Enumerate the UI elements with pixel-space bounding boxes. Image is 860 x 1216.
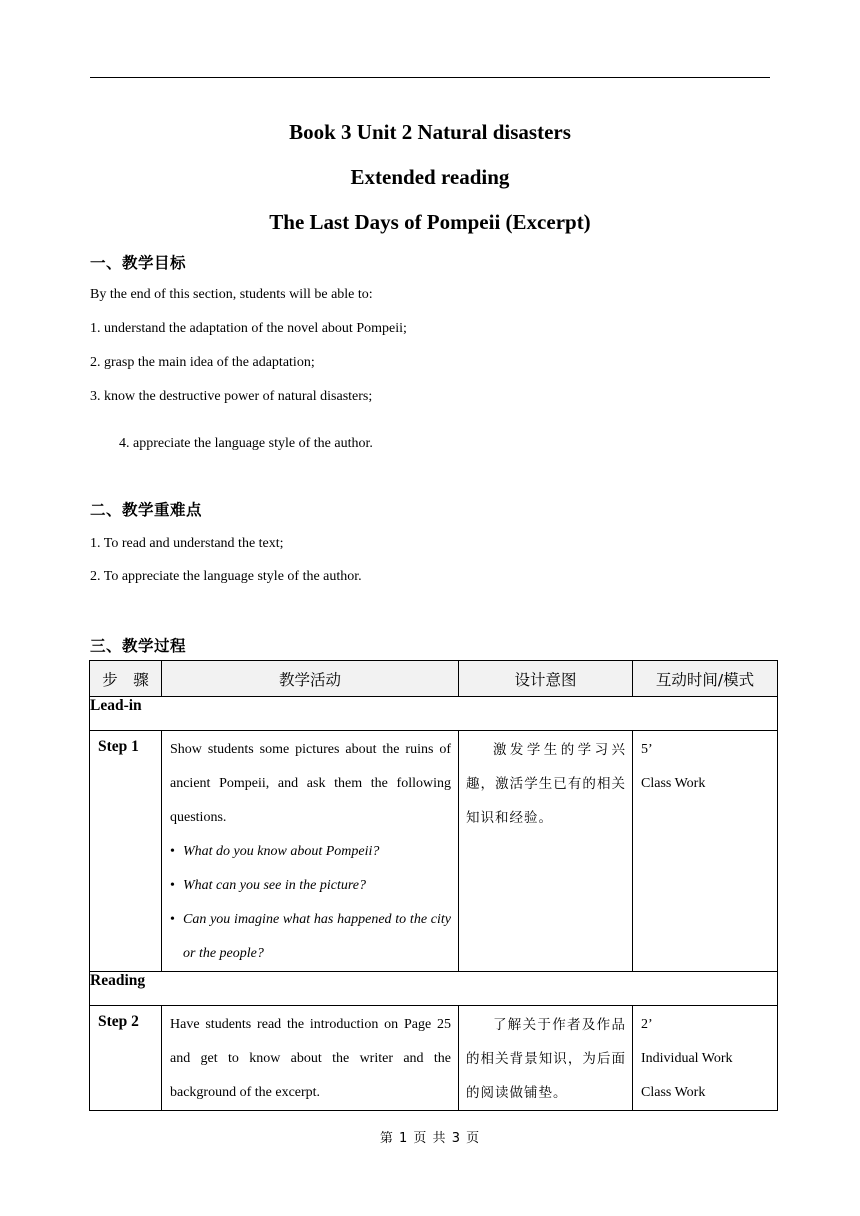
- mode-value: Individual Work: [641, 1051, 733, 1066]
- col-header-intent: 设计意图: [459, 661, 633, 697]
- section-row: [90, 697, 778, 731]
- activity-cell: [162, 1006, 459, 1111]
- doc-subtitle: Extended reading: [350, 165, 510, 189]
- intent-cell: 激发学生的学习兴趣，激活学生已有的相关知识和经验。: [459, 731, 633, 972]
- time-value: 2’: [641, 1017, 653, 1032]
- col-header-time-mode: 互动时间/模式: [633, 661, 778, 697]
- col-header-activity: 教学活动: [162, 661, 459, 697]
- time-mode-cell: [633, 731, 778, 972]
- question-item: • What do you know about Pompeii?: [170, 835, 451, 869]
- objectives-intro: By the end of this section, students will be able to:: [90, 287, 373, 302]
- doc-text-title: The Last Days of Pompeii (Excerpt): [269, 210, 591, 234]
- doc-title: Book 3 Unit 2 Natural disasters: [289, 120, 571, 144]
- col-header-step: 步 骤: [90, 661, 162, 697]
- header-rule: [90, 77, 770, 78]
- question-item: • Can you imagine what has happened to the city or the people?: [170, 903, 451, 971]
- table-row: [90, 731, 778, 972]
- objective-item: 4. appreciate the language style of the author.: [119, 436, 373, 451]
- objective-item: 2. grasp the main idea of the adaptation;: [90, 355, 315, 370]
- key-point-item: 2. To appreciate the language style of the author.: [90, 569, 362, 584]
- objectives-heading: 一、教学目标: [90, 254, 187, 272]
- time-mode-cell: [633, 1006, 778, 1111]
- section-label: Lead-in: [90, 697, 778, 731]
- key-point-item: 1. To read and understand the text;: [90, 536, 284, 551]
- process-heading: 三、教学过程: [90, 637, 187, 655]
- time-value: 5’: [641, 742, 653, 757]
- step-label: Step 1: [90, 731, 162, 972]
- step-label: Step 2: [90, 1006, 162, 1111]
- section-label: Reading: [90, 972, 778, 1006]
- table-header-row: [90, 661, 778, 697]
- mode-value: Class Work: [641, 776, 706, 791]
- objective-item: 3. know the destructive power of natural disasters;: [90, 389, 373, 404]
- page-footer: 第 1 页 共 3 页: [379, 1131, 481, 1146]
- intent-cell: 了解关于作者及作品的相关背景知识，为后面的阅读做铺垫。: [459, 1006, 633, 1111]
- objective-item: 1. understand the adaptation of the novel about Pompeii;: [90, 321, 407, 336]
- process-table: [89, 660, 778, 1111]
- activity-text: Have students read the introduction on Page 25 and get to know about the writer and the background of the excerpt.: [170, 1017, 451, 1100]
- mode-value: Class Work: [641, 1085, 706, 1100]
- activity-cell: [162, 731, 459, 972]
- key-points-heading: 二、教学重难点: [90, 501, 203, 519]
- question-item: • What can you see in the picture?: [170, 869, 451, 903]
- activity-text: Show students some pictures about the ruins of ancient Pompeii, and ask them the following questions.: [170, 742, 451, 825]
- section-row: [90, 972, 778, 1006]
- table-row: [90, 1006, 778, 1111]
